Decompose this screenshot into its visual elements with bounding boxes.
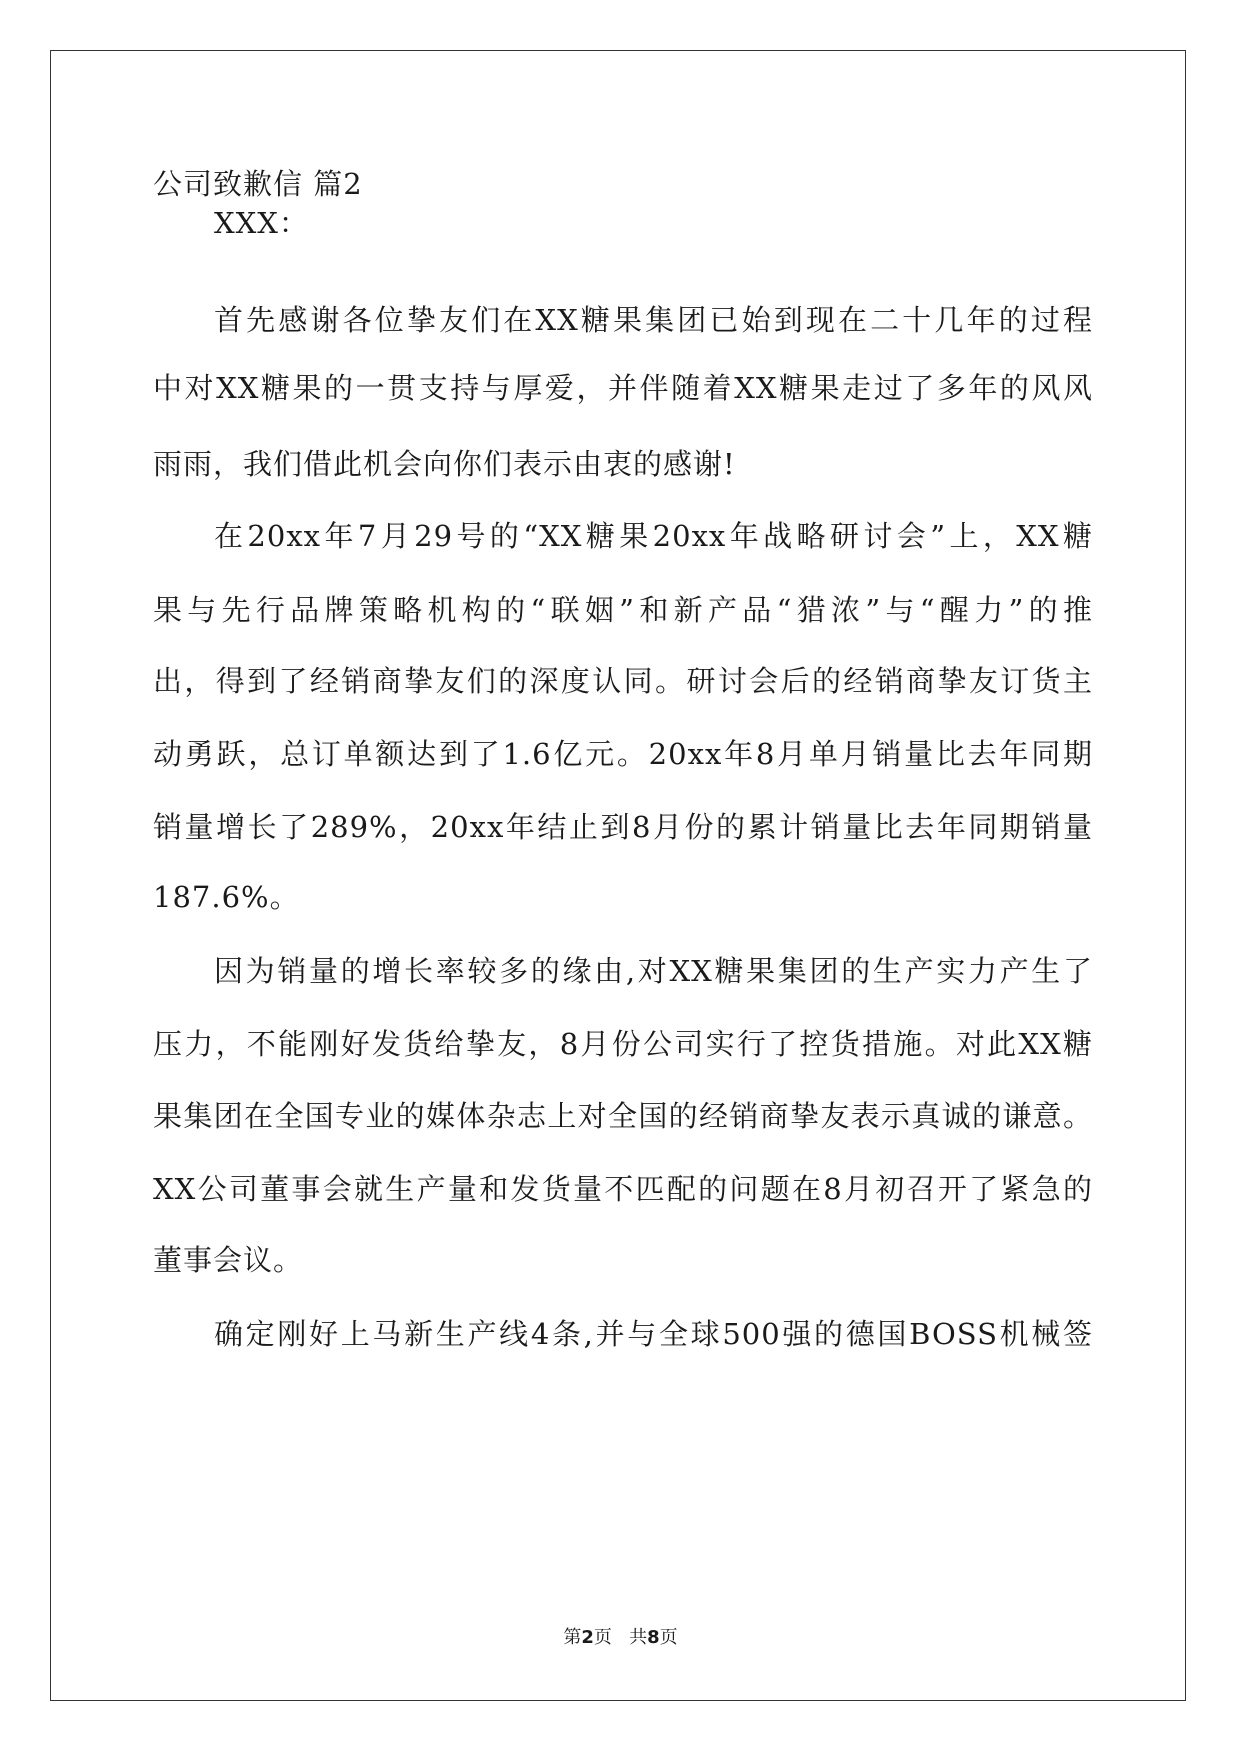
paragraph-line: 因为销量的增长率较多的缘由,对XX糖果集团的生产实力产生了 [214, 954, 1093, 988]
salutation: XXX： [214, 206, 309, 240]
paragraph-line: 雨雨，我们借此机会向你们表示由衷的感谢! [153, 447, 736, 481]
page-footer [0, 1627, 1241, 1649]
page-border [50, 50, 1186, 1701]
paragraph-line: 在20xx年7月29号的“XX糖果20xx年战略研讨会”上，XX糖 [214, 519, 1093, 553]
document-heading: 公司致歉信 篇2 [153, 167, 363, 201]
paragraph-line: 确定刚好上马新生产线4条,并与全球500强的德国BOSS机械签 [214, 1317, 1093, 1351]
paragraph-line: 187.6%。 [153, 880, 300, 914]
total-suffix: 页 [659, 1627, 678, 1648]
total-pages: 8 [647, 1627, 660, 1648]
paragraph-line: 董事会议。 [153, 1243, 304, 1277]
paragraph-line: 动勇跃，总订单额达到了1.6亿元。20xx年8月单月销量比去年同期 [153, 737, 1093, 771]
total-prefix: 共 [629, 1627, 648, 1648]
paragraph-line: XX公司董事会就生产量和发货量不匹配的问题在8月初召开了紧急的 [153, 1172, 1093, 1206]
paragraph-line: 首先感谢各位挚友们在XX糖果集团已始到现在二十几年的过程 [214, 303, 1093, 337]
page-number: 2 [581, 1627, 594, 1648]
paragraph-line: 中对XX糖果的一贯支持与厚爱，并伴随着XX糖果走过了多年的风风 [153, 371, 1093, 405]
paragraph-line: 出，得到了经销商挚友们的深度认同。研讨会后的经销商挚友订货主 [153, 664, 1093, 698]
paragraph-line: 压力，不能刚好发货给挚友，8月份公司实行了控货措施。对此XX糖 [153, 1027, 1093, 1061]
page-prefix: 第 [563, 1627, 582, 1648]
paragraph-line: 果集团在全国专业的媒体杂志上对全国的经销商挚友表示真诚的谦意。 [153, 1099, 1093, 1133]
page-suffix: 页 [593, 1627, 612, 1648]
paragraph-line: 销量增长了289%，20xx年结止到8月份的累计销量比去年同期销量 [153, 810, 1093, 844]
paragraph-line: 果与先行品牌策略机构的“联姻”和新产品“猎浓”与“醒力”的推 [153, 593, 1093, 627]
